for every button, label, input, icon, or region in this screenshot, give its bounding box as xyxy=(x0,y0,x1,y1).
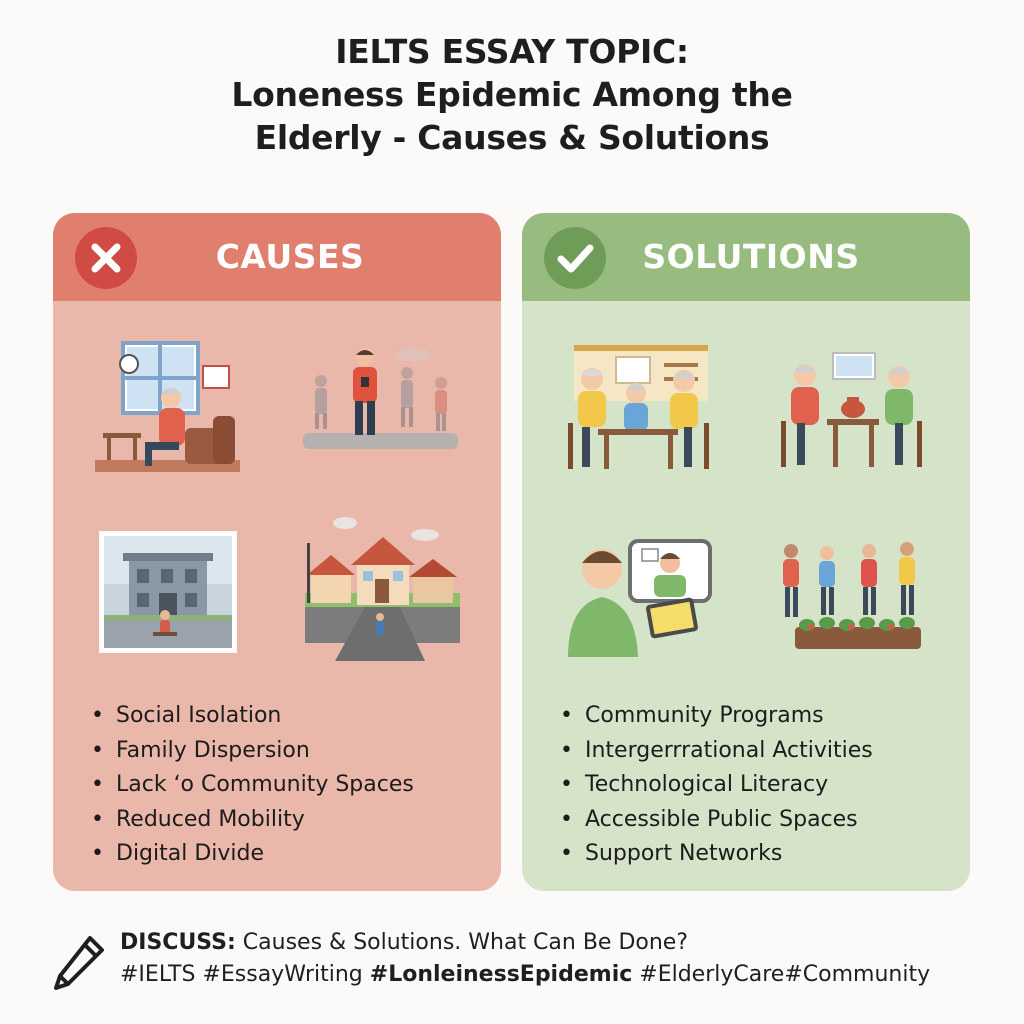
list-item: • Support Networks xyxy=(560,841,783,866)
community-garden-illustration xyxy=(777,541,927,653)
title-line-1: IELTS ESSAY TOPIC: xyxy=(335,32,689,71)
solutions-list xyxy=(560,699,873,872)
solutions-title: SOLUTIONS xyxy=(642,237,860,276)
list-item: • Intergerrrational Activities xyxy=(560,737,873,763)
suburban-houses-illustration xyxy=(305,513,460,663)
isolated-in-crowd-illustration xyxy=(303,343,463,453)
list-item: • Family Dispersion xyxy=(91,737,310,763)
title-line-2: Loneness Epidemic Among the xyxy=(231,75,793,114)
list-item: • Social Isolation xyxy=(91,703,282,728)
page-title xyxy=(0,30,1024,159)
list-item: • Technological Literacy xyxy=(560,772,829,797)
list-item: • Reduced Mobility xyxy=(91,806,305,832)
causes-panel xyxy=(53,213,501,891)
tea-conversation-illustration xyxy=(777,351,927,471)
empty-building-illustration xyxy=(99,531,237,653)
solutions-header xyxy=(522,213,970,301)
discuss-prompt: DISCUSS: Causes & Solutions. What Can Be Done? xyxy=(120,930,689,955)
list-item: • Lack ʻo Community Spaces xyxy=(91,772,414,797)
title-line-3: Elderly - Causes & Solutions xyxy=(254,118,770,157)
causes-list xyxy=(91,699,414,872)
causes-title: CAUSES xyxy=(215,237,365,276)
digital-literacy-illustration xyxy=(568,535,718,657)
elderly-alone-illustration xyxy=(95,338,245,478)
causes-header xyxy=(53,213,501,301)
hashtags: #IELTS #EssayWriting #LonleinessEpidemic #ElderlyCare#Community xyxy=(120,962,931,987)
list-item: • Community Programs xyxy=(560,703,824,728)
pencil-icon xyxy=(50,932,108,996)
list-item: • Digital Divide xyxy=(91,841,265,866)
community-gathering-illustration xyxy=(564,343,714,473)
solutions-panel xyxy=(522,213,970,891)
list-item: • Accessible Public Spaces xyxy=(560,806,858,832)
